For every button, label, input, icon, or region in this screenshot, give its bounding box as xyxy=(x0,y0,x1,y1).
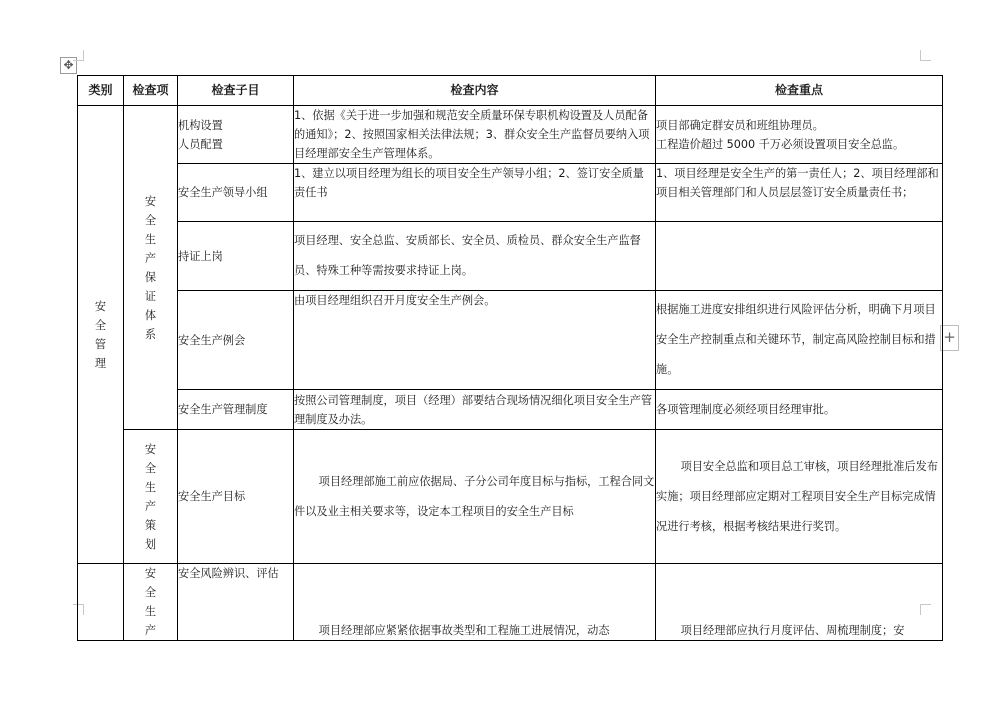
vertical-char: 生 xyxy=(144,605,157,618)
subitem-cell xyxy=(178,106,294,164)
header-category: 类别 xyxy=(78,76,124,106)
vertical-char: 产 xyxy=(144,251,157,265)
vertical-char: 保 xyxy=(144,270,157,284)
item-label xyxy=(124,564,177,640)
vertical-char: 全 xyxy=(144,586,157,599)
inspection-table xyxy=(77,75,943,641)
table-row xyxy=(78,222,943,291)
vertical-char: 安 xyxy=(144,567,157,580)
vertical-char: 生 xyxy=(144,480,157,494)
content-cell: 1、建立以项目经理为组长的项目安全生产领导小组；2、签订安全质量责任书 xyxy=(294,164,656,222)
vertical-char: 生 xyxy=(144,232,157,246)
table-row xyxy=(78,291,943,390)
subitem-cell: 安全生产领导小组 xyxy=(178,164,294,222)
category-cell xyxy=(78,106,124,564)
header-content: 检查内容 xyxy=(294,76,656,106)
content-cell: 项目经理部施工前应依据局、子分公司年度目标与指标，工程合同文件以及业主相关要求等，设定本工程项目的安全生产目标 xyxy=(294,430,656,564)
focus-line: 项目部确定群安员和班组协理员。 xyxy=(656,118,824,132)
vertical-char: 全 xyxy=(144,213,157,227)
vertical-char: 安 xyxy=(94,299,107,313)
content-cell: 项目经理部应紧紧依据事故类型和工程施工进展情况，动态 xyxy=(294,564,656,641)
vertical-char: 系 xyxy=(144,327,157,341)
content-cell: 1、依据《关于进一步加强和规范安全质量环保专职机构设置及人员配备的通知》；2、按照国家相关法律法规；3、群众安全生产监督员要纳入项目经理部安全生产管理体系。 xyxy=(294,106,656,164)
table-row xyxy=(78,430,943,564)
category-cell-empty xyxy=(78,564,124,641)
item-label xyxy=(124,440,177,554)
item-cell xyxy=(124,106,178,430)
focus-line: 工程造价超过 5000 千万必须设置项目安全总监。 xyxy=(656,137,905,151)
focus-cell: 根据施工进度安排组织进行风险评估分析，明确下月项目安全生产控制重点和关键环节，制定高风险控制目标和措施。 xyxy=(656,291,943,390)
subitem-cell: 持证上岗 xyxy=(178,222,294,291)
item-cell xyxy=(124,564,178,641)
subitem-line: 人员配置 xyxy=(178,137,223,151)
vertical-char: 理 xyxy=(94,356,107,370)
content-cell: 项目经理、安全总监、安质部长、安全员、质检员、群众安全生产监督员、特殊工种等需按要求持证上岗。 xyxy=(294,222,656,291)
table-row xyxy=(78,564,943,641)
table-move-handle-icon[interactable]: ✥ xyxy=(60,57,77,74)
vertical-char: 证 xyxy=(144,289,157,303)
vertical-char: 管 xyxy=(94,337,107,351)
table-row xyxy=(78,106,943,164)
focus-cell: 项目安全总监和项目总工审核，项目经理批准后发布实施；项目经理部应定期对工程项目安全生产目标完成情况进行考核，根据考核结果进行奖罚。 xyxy=(656,430,943,564)
subitem-cell: 安全生产管理制度 xyxy=(178,390,294,430)
subitem-cell: 安全生产目标 xyxy=(178,430,294,564)
item-cell xyxy=(124,430,178,564)
subitem-line: 机构设置 xyxy=(178,118,223,132)
vertical-char: 安 xyxy=(144,194,157,208)
content-cell: 由项目经理组织召开月度安全生产例会。 xyxy=(294,291,656,390)
vertical-char: 安 xyxy=(144,442,157,456)
vertical-char: 产 xyxy=(144,499,157,513)
header-focus: 检查重点 xyxy=(656,76,943,106)
vertical-char: 体 xyxy=(144,308,157,322)
vertical-char: 策 xyxy=(144,518,157,532)
vertical-char: 全 xyxy=(144,461,157,475)
table-header-row xyxy=(78,76,943,106)
page-corner-mark xyxy=(920,50,931,61)
vertical-char: 全 xyxy=(94,318,107,332)
table-row xyxy=(78,390,943,430)
focus-cell: 项目经理部应执行月度评估、周梳理制度；安 xyxy=(656,564,943,641)
category-label xyxy=(78,297,123,373)
subitem-cell: 安全生产例会 xyxy=(178,291,294,390)
subitem-cell: 安全风险辨识、评估 xyxy=(178,564,294,641)
content-cell: 按照公司管理制度，项目（经理）部要结合现场情况细化项目安全生产管理制度及办法。 xyxy=(294,390,656,430)
focus-cell: 各项管理制度必须经项目经理审批。 xyxy=(656,390,943,430)
focus-cell: 1、项目经理是安全生产的第一责任人；2、项目经理部和项目相关管理部门和人员层层签订安全质量责任书； xyxy=(656,164,943,222)
page-corner-mark xyxy=(73,50,84,61)
header-item: 检查项 xyxy=(124,76,178,106)
focus-cell xyxy=(656,106,943,164)
header-subitem: 检查子目 xyxy=(178,76,294,106)
table-row xyxy=(78,164,943,222)
vertical-char: 产 xyxy=(144,624,157,637)
item-label xyxy=(124,192,177,344)
add-column-plus-icon[interactable]: + xyxy=(940,325,959,351)
vertical-char: 划 xyxy=(144,537,157,551)
focus-cell xyxy=(656,222,943,291)
